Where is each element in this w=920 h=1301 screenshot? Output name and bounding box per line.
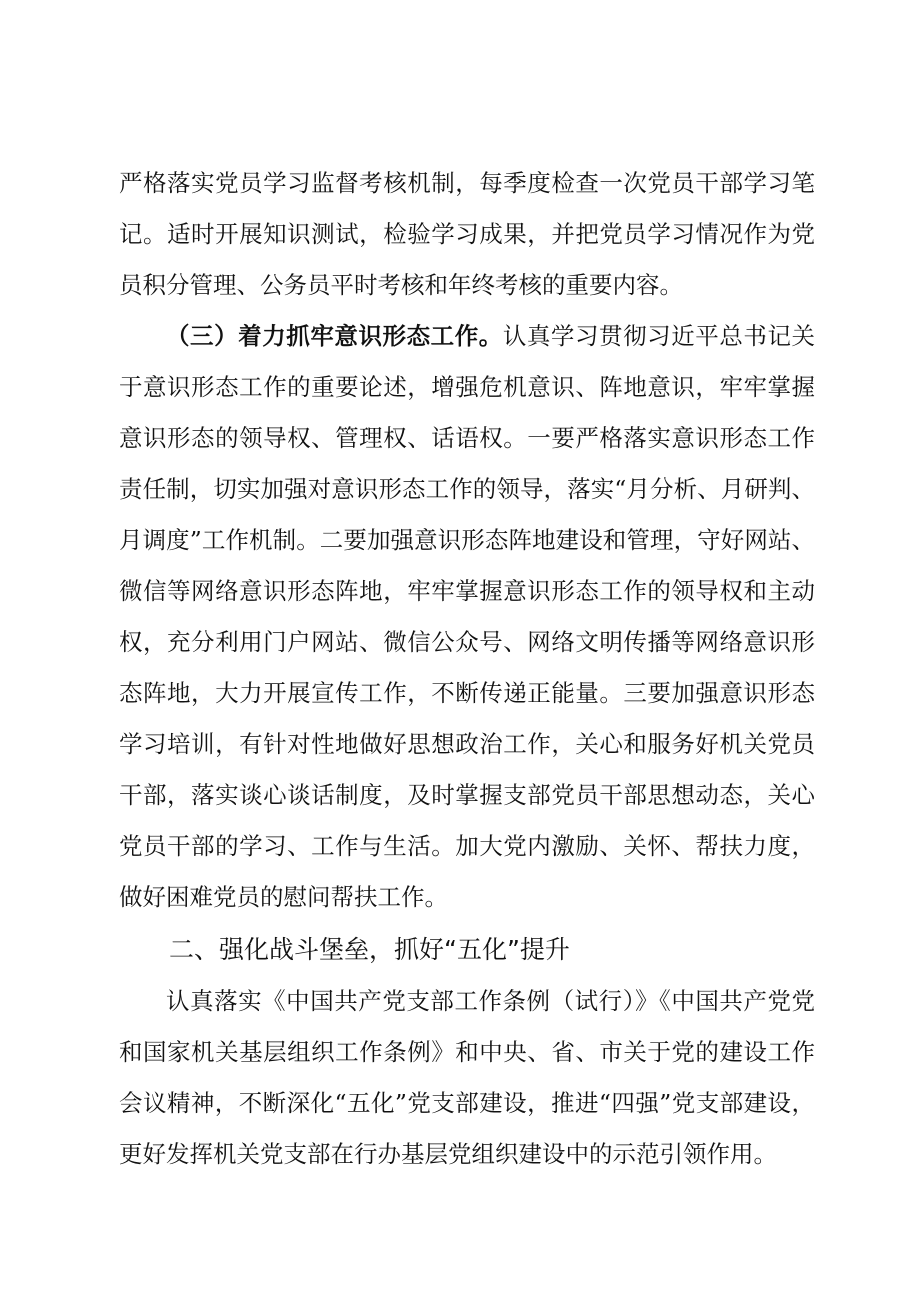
section-heading-two: 二、强化战斗堡垒，抓好“五化”提升 bbox=[169, 935, 570, 964]
paragraph-ideology-work bbox=[119, 311, 815, 923]
section-title-ideology: （三）着力抓牢意识形态工作。 bbox=[166, 322, 503, 350]
paragraph-party-branch: 认真落实《中国共产党支部工作条例（试行）》《中国共产党党和国家机关基层组织工作条例》和中央、省、市关于党的建设工作会议精神，不断深化“五化”党支部建设，推进“四强”党支部建设，更好发挥机关党支部在行办基层党组织建设中的示范引领作用。 bbox=[119, 987, 815, 1168]
paragraph-study-supervision: 严格落实党员学习监督考核机制，每季度检查一次党员干部学习笔记。适时开展知识测试，检验学习成果，并把党员学习情况作为党员积分管理、公务员平时考核和年终考核的重要内容。 bbox=[119, 169, 815, 299]
section-body-ideology: 认真学习贯彻习近平总书记关于意识形态工作的重要论述，增强危机意识、阵地意识，牢牢掌握意识形态的领导权、管理权、话语权。一要严格落实意识形态工作责任制，切实加强对意识形态工作的领导，落实“月分析、月研判、月调度”工作机制。二要加强意识形态阵地建设和管理，守好网站、微信等网络意识形态阵地，牢牢掌握意识形态工作的领导权和主动权，充分利用门户网站、微信公众号、网络文明传播等网络意识形态阵地，大力开展宣传工作，不断传递正能量。三要加强意识形态学习培训，有针对性地做好思想政治工作，关心和服务好机关党员干部，落实谈心谈话制度，及时掌握支部党员干部思想动态，关心党员干部的学习、工作与生活。加大党内激励、关怀、帮扶力度，做好困难党员的慰问帮扶工作。 bbox=[119, 322, 816, 911]
document-body bbox=[119, 158, 815, 1180]
